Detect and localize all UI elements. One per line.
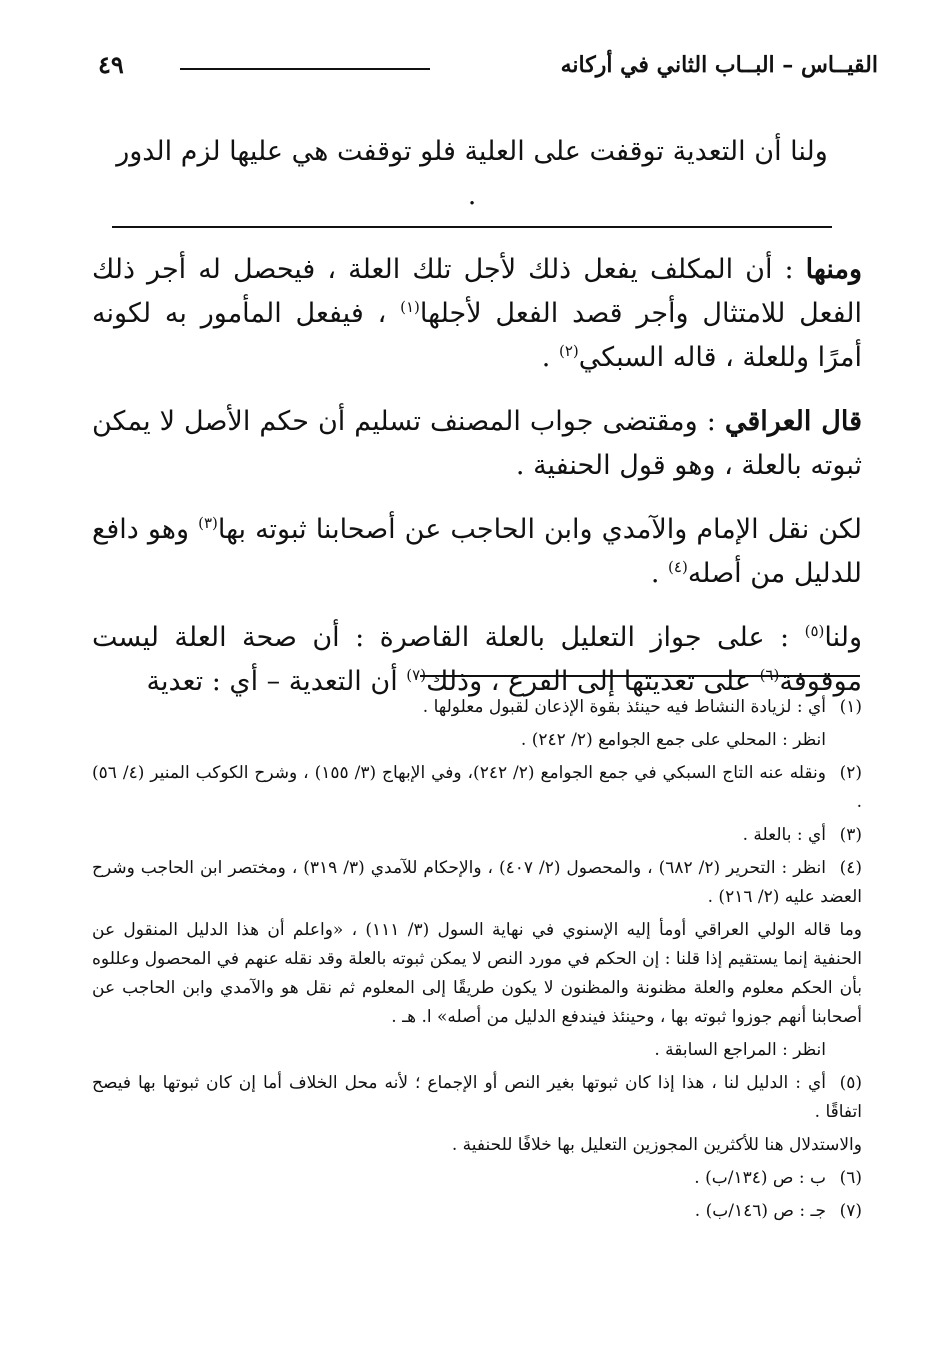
footnote-1-reference: انظر : المحلي على جمع الجوامع (٢/ ٢٤٢) . <box>520 730 826 750</box>
footnote-7-text: جـ : ص (١٤٦/ب) . <box>694 1201 826 1221</box>
footnote-5 <box>92 1069 862 1127</box>
main-text <box>92 130 862 724</box>
footnote-2 <box>92 759 862 817</box>
running-title: القيــاس – البــاب الثاني في أركانه <box>560 52 878 78</box>
footnote-separator <box>420 675 860 677</box>
footnote-4-reference: انظر : المراجع السابقة . <box>654 1040 826 1060</box>
paragraph-2-text-a: : أن المكلف يفعل ذلك لأجل تلك العلة ، فيحصل له أجر ذلك الفعل للامتثال وأجر قصد الفعل لأجلها <box>92 254 862 329</box>
footnote-3 <box>92 821 862 850</box>
paragraph-5-text-d: أن التعدية – أي : تعدية <box>146 666 407 697</box>
header-rule <box>180 68 430 70</box>
footnote-7 <box>92 1197 862 1226</box>
footnote-2-number: (٢) <box>839 763 862 783</box>
footnote-5-number: (٥) <box>839 1073 862 1093</box>
footnote-ref-4[interactable]: (٤) <box>668 558 688 576</box>
paragraph-2-lead: ومنها <box>805 254 862 285</box>
paragraph-3-text: : ومقتضى جواب المصنف تسليم أن حكم الأصل لا يمكن ثبوته بالعلة ، وهو قول الحنفية . <box>92 406 862 481</box>
footnote-ref-7[interactable]: (٧) <box>406 666 427 684</box>
footnote-ref-6[interactable]: (٦) <box>759 666 780 684</box>
footnote-5-text: أي : الدليل لنا ، هذا إذا كان ثبوتها بغير النص أو الإجماع ؛ لأنه محل الخلاف أما إن كان ثبوتها بها فيصح اتفاقًا . <box>92 1073 862 1122</box>
paragraph-5-text-c: على تعديتها إلى الفرع ، وذلك <box>426 666 760 697</box>
footnote-3-number: (٣) <box>839 825 862 845</box>
footnote-1-text: أي : لزيادة النشاط فيه حينئذ بقوة الإذعان لقبول معلولها . <box>422 697 826 717</box>
footnote-6 <box>92 1164 862 1193</box>
footnote-6-text: ب : ص (١٣٤/ب) . <box>694 1168 826 1188</box>
paragraph-4-text-a: لكن نقل الإمام والآمدي وابن الحاجب عن أصحابنا ثبوته بها <box>217 514 862 545</box>
footnote-7-number: (٧) <box>839 1201 862 1221</box>
footnote-2-text: ونقله عنه التاج السبكي في جمع الجوامع (٢/ ٢٤٢)، وفي الإبهاج (٣/ ١٥٥) ، وشرح الكوكب المنير (٤/ ٥٦) . <box>92 763 862 812</box>
paragraph-4 <box>92 508 862 596</box>
footnote-4-text: انظر : التحرير (٢/ ٦٨٢) ، والمحصول (٢/ ٤٠٧) ، والإحكام للآمدي (٣/ ٣١٩) ، ومختصر ابن الحاجب وشرح العضد عليه (٢/ ٢١٦) . <box>92 858 862 907</box>
footnote-ref-5[interactable]: (٥) <box>804 622 825 640</box>
footnote-ref-1[interactable]: (١) <box>400 298 420 316</box>
footnote-1 <box>92 693 862 722</box>
footnote-5-note: والاستدلال هنا للأكثرين المجوزين التعليل بها خلافًا للحنفية . <box>451 1135 862 1155</box>
paragraph-5-text-b: : على جواز التعليل بالعلة القاصرة : أن صحة العلة ليست موقوفة <box>92 622 862 697</box>
paragraph-2-text-c: . <box>541 342 559 373</box>
paragraph-4-text-b: وهو دافع للدليل من أصله <box>92 514 862 589</box>
paragraph-4-text-c: . <box>650 558 669 589</box>
paragraph-2 <box>92 248 862 380</box>
footnote-6-number: (٦) <box>839 1168 862 1188</box>
paragraph-2-text-b: ، فيفعل المأمور به لكونه أمرًا وللعلة ، قاله السبكي <box>92 298 862 373</box>
footnote-ref-3[interactable]: (٣) <box>198 514 218 532</box>
page-header <box>88 48 878 88</box>
paragraph-5 <box>92 616 862 704</box>
footnote-1-number: (١) <box>839 697 862 717</box>
paragraph-5-text-a: ولنا <box>824 622 862 653</box>
paragraph-1: ولنا أن التعدية توقفت على العلية فلو توقفت هي عليها لزم الدور . <box>112 130 832 228</box>
footnotes <box>92 693 862 1230</box>
footnote-4-quote: وما قاله الولي العراقي أومأ إليه الإسنوي في نهاية السول (٣/ ١١١) ، «واعلم أن هذا الدليل المنقول عن الحنفية إنما يستقيم إذا قلنا : إن الحكم في مورد النص لا يمكن ثبوته بالعلة وقد نقله عنهم في المحصول وعللوه بأن الحكم معلوم والعلة مظنونة والمظنون لا يكون طريقًا إلى المعلوم ثم نقل هو والآمدي وابن الحاجب عن أصحابنا أنهم جوزوا ثبوته بها ، وحينئذ فيندفع الدليل من أصله» ا. هـ . <box>92 920 863 1027</box>
footnote-4 <box>92 854 862 912</box>
paragraph-3-lead: قال العراقي <box>724 406 863 437</box>
page-number: ٤٩ <box>98 50 124 79</box>
footnote-4-number: (٤) <box>839 858 862 878</box>
footnote-3-text: أي : بالعلة . <box>742 825 826 845</box>
paragraph-3 <box>92 400 862 488</box>
footnote-ref-2[interactable]: (٢) <box>558 342 579 360</box>
